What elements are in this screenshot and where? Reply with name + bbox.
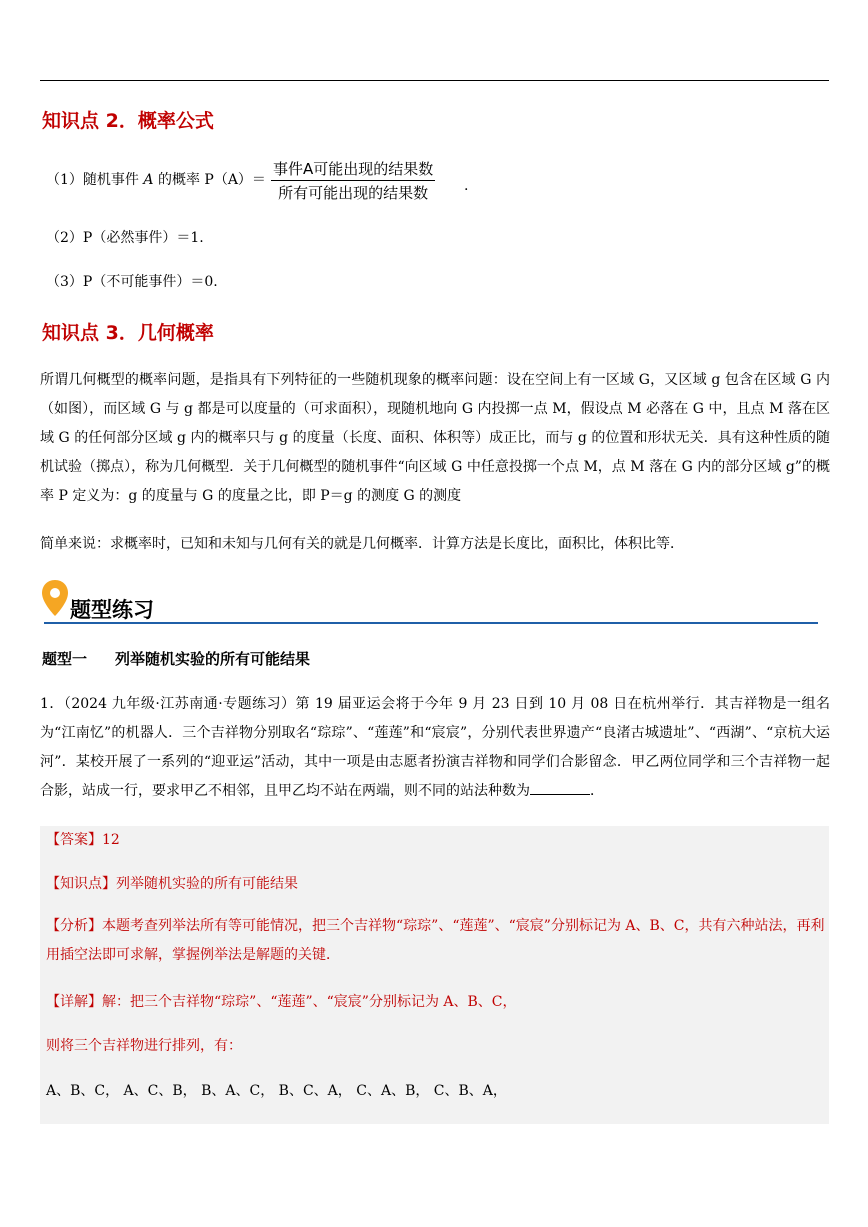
geometric-probability-paragraph: 所谓几何概型的概率问题，是指具有下列特征的一些随机现象的概率问题：设在空间上有一区域 G，又区域 g 包含在区域 G 内（如图），而区域 G 与 g 都是可以度量的（可求面积），现随机地向 G 内投掷一点 M，假设点 M 必落在 G 中，且点 M 落在区域 G 的任何部分区域 g 内的概率只与 g 的度量（长度、面积、体积等）成正比，而与 g 的位置和形状无关．具有这种性质的随机试验（掷点），称为几何概型．关于几何概型的随机事件“向区域 G 中任意投掷一个点 M，点 M 落在 G 内的部分区域 g”的概率 P 定义为：g 的度量与 G 的度量之比，即 P＝g 的测度 G 的测度	[40, 372, 830, 504]
summary-paragraph: 简单来说：求概率时，已知和未知与几何有关的就是几何概率．计算方法是长度比，面积比，体积比等．	[40, 536, 684, 552]
exercise-banner-title: 题型练习	[70, 598, 154, 622]
section-3-heading: 知识点 3．几何概率	[42, 322, 214, 344]
location-pin-icon	[40, 578, 70, 618]
formula-item-3: （3）P（不可能事件）＝0.	[46, 274, 218, 290]
formula-item-1: （1）随机事件 A 的概率 P（A）＝	[46, 172, 266, 188]
detail-line-2: 则将三个吉祥物进行排列，有：	[46, 1038, 242, 1054]
question-type-heading: 题型一 列举随机实验的所有可能结果	[42, 650, 311, 668]
fraction-end: .	[464, 178, 469, 194]
fraction-denominator: 所有可能出现的结果数	[278, 184, 429, 202]
permutation-list: A、B、C， A、C、B， B、A、C， B、C、A， C、A、B， C、B、A，	[46, 1083, 507, 1099]
fraction-numerator: 事件A可能出现的结果数	[271, 158, 435, 181]
answer-line: 【答案】12	[46, 832, 120, 848]
banner-rule	[44, 622, 818, 624]
question-1: 1．（2024 九年级·江苏南通·专题练习）第 19 届亚运会将于今年 9 月 23 日到 10 月 08 日在杭州举行．其吉祥物是一组名为“江南忆”的机器人．三个吉祥物分别取名“琮琮”、“莲莲”和“宸宸”，分别代表世界遗产“良渚古城遗址”、“西湖”、“京杭大运河”．某校开展了一系列的“迎亚运”活动，其中一项是由志愿者扮演吉祥物和同学们合影留念．甲乙两位同学和三个吉祥物一起合影，站成一行，要求甲乙不相邻，且甲乙均不站在两端，则不同的站法种数为 ．	[40, 696, 830, 799]
top-rule	[40, 80, 829, 81]
answer-blank[interactable]	[530, 780, 590, 795]
analysis-paragraph: 【分析】本题考查列举法所有等可能情况，把三个吉祥物“琮琮”、“莲莲”、“宸宸”分别标记为 A、B、C，共有六种站法，再利用插空法即可求解，掌握例举法是解题的关键．	[46, 918, 825, 963]
detail-line-1: 【详解】解：把三个吉祥物“琮琮”、“莲莲”、“宸宸”分别标记为 A、B、C，	[46, 994, 517, 1010]
probability-fraction	[271, 158, 435, 203]
knowledge-line: 【知识点】列举随机实验的所有可能结果	[46, 876, 298, 892]
formula-item-2: （2）P（必然事件）＝1.	[46, 230, 204, 246]
section-2-heading: 知识点 2．概率公式	[42, 110, 214, 132]
